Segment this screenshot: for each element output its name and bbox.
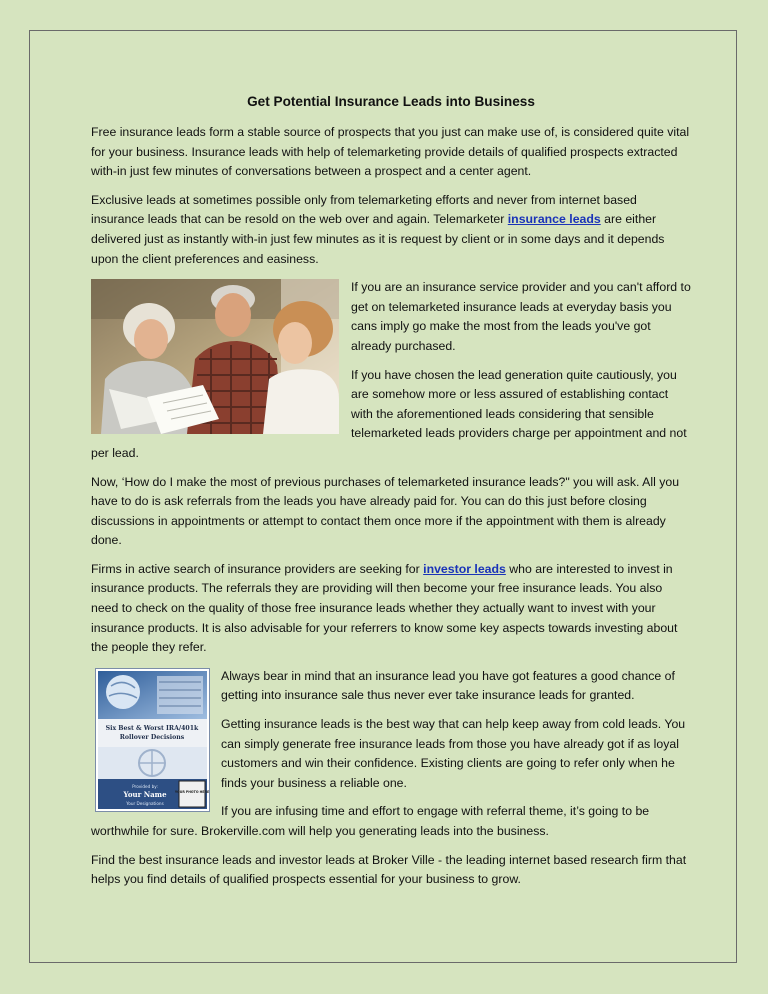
paragraph-7-text: Always bear in mind that an insurance lead you have got features a good chance of getting into insurance sale thus never ever take insurance leads for granted. — [221, 668, 675, 703]
ira-rollover-booklet-cover — [95, 668, 210, 812]
paragraph-2-text-b: are either delivered just as instantly with-in just few minutes as it is request by client or in some days and it depends upon the client preferences and easiness. — [91, 212, 665, 266]
cover-title-line-2: Rollover Decisions — [119, 733, 185, 741]
paragraph-3-text: If you are an insurance service provider and you can't afford to get on telemarketed insurance leads at everyday basis you cans imply go make the most from the leads you've got already purchased. — [351, 280, 691, 353]
paragraph-6-text-a: Firms in active search of insurance providers are seeking for — [91, 561, 424, 576]
paragraph-2 — [91, 191, 691, 269]
paragraph-4: If you have chosen the lead generation quite cautiously, you are somehow more or less assured of establishing contact with the aforementioned leads considering that sensible telemarketed leads providers charge per appointment and not per lead. — [91, 367, 687, 460]
cover-provided-by: Provided by: — [132, 783, 158, 789]
paragraph-9: If you are infusing time and effort to engage with referral theme, it’s going to be worthwhile for sure. Brokerville.com will help you generating leads into the business. — [91, 804, 650, 838]
paragraph-6 — [91, 560, 691, 658]
paragraph-2-text-a: Exclusive leads at sometimes possible only from telemarketing efforts and never from internet based insurance leads that can be resold on the web over and again. Telemarketer — [91, 192, 637, 227]
paragraph-3 — [91, 278, 691, 356]
investor-leads-link[interactable]: investor leads — [423, 561, 506, 576]
seniors-meeting-photo — [91, 279, 339, 434]
cover-your-name: Your Name — [123, 789, 167, 799]
paragraph-1: Free insurance leads form a stable source of prospects that you just can make use of, is considered quite vital for your business. Insurance leads with help of telemarketing provide details of qualified prospects extracted with-in just few minutes of conversations between a prospect and a center agent. — [91, 125, 690, 179]
document-page — [29, 30, 737, 963]
document-title: Get Potential Insurance Leads into Business — [247, 94, 535, 109]
document-body — [91, 93, 691, 899]
paragraph-5: Now, ‘How do I make the most of previous purchases of telemarketed insurance leads?" you will ask. All you have to do is ask referrals from the leads you have already paid for. You can do this just before closing discussions in appointments or attempt to contact them once more if the appointment with them is already done. — [91, 474, 680, 548]
paragraph-8: Getting insurance leads is the best way that can help keep away from cold leads. You can simply generate free insurance leads from those you have already got if as loyal customers and win their confidence. Existing clients are going to refer only when he finds your business a reliable one. — [221, 717, 686, 790]
paragraph-6-text-b: who are interested to invest in insurance products. The referrals they are providing will then become your free insurance leads. You also need to check on the quality of those free insurance leads whether they actually want to invest with your insurance products. It is also advisable for your referrers to know some key aspects towards investing about the people they refer. — [91, 561, 678, 655]
paragraph-10: Find the best insurance leads and investor leads at Broker Ville - the leading internet based research firm that helps you find details of qualified prospects essential for your business to grow. — [91, 852, 687, 887]
insurance-leads-link[interactable]: insurance leads — [507, 212, 601, 227]
cover-photo-placeholder: YOUR PHOTO HERE — [174, 789, 210, 794]
cover-designations: Your Designations — [126, 800, 164, 806]
cover-title-line-1: Six Best & Worst IRA/401k — [105, 724, 199, 732]
